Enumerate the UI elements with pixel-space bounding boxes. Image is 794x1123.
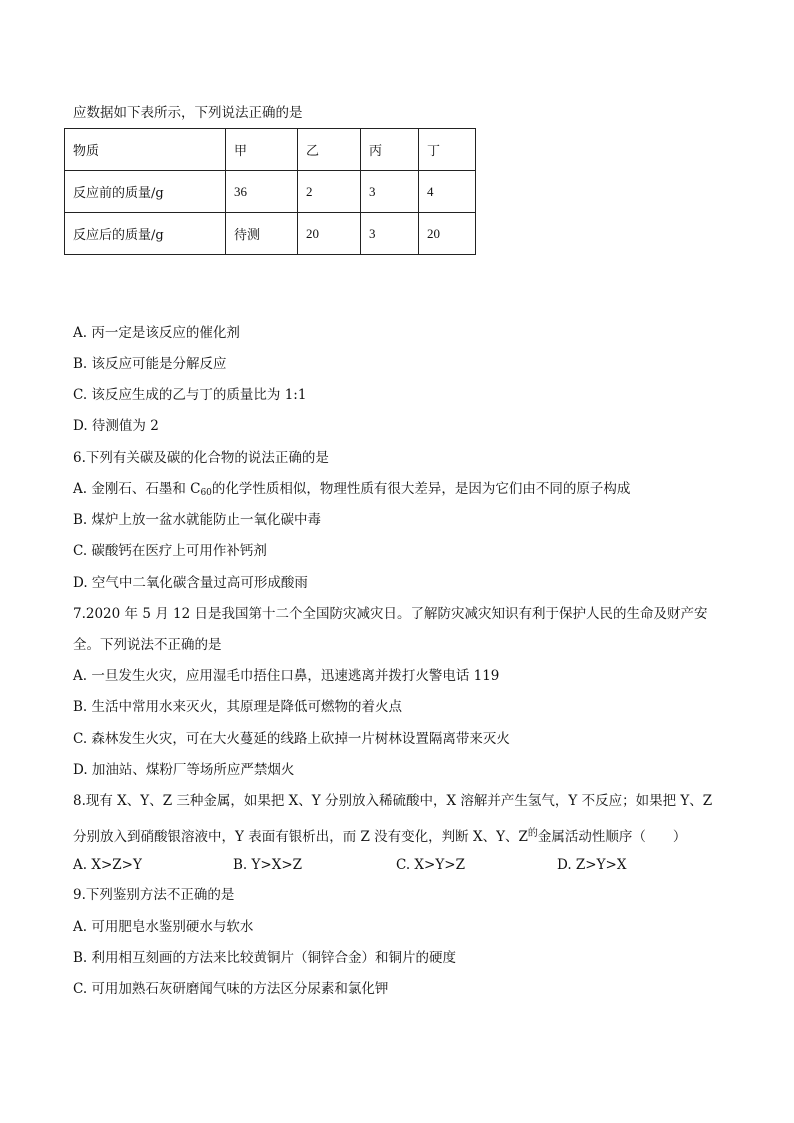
table-cell: 反应前的质量/g [65, 171, 226, 213]
q6-option-b: B. 煤炉上放一盆水就能防止一氧化碳中毒 [73, 512, 322, 528]
q7-stem-line1: 7.2020 年 5 月 12 日是我国第十二个全国防灾减灾日。了解防灾减灾知识有利于保护人民的生命及财产安 [73, 606, 708, 622]
q8-stem-line1: 8.现有 X、Y、Z 三种金属，如果把 X、Y 分别放入稀硫酸中，X 溶解并产生氢气，Y 不反应；如果把 Y、Z [73, 793, 713, 809]
q8-option-c: C. X>Y>Z [396, 857, 465, 873]
table-cell: 20 [419, 213, 476, 255]
q8-option-b: B. Y>X>Z [233, 857, 303, 873]
table-header-cell: 甲 [226, 129, 298, 171]
q8-option-d: D. Z>Y>X [557, 857, 627, 873]
table-cell: 2 [298, 171, 361, 213]
q6-option-a-subscript: 60 [200, 488, 212, 498]
q5-option-d: D. 待测值为 2 [73, 418, 159, 434]
table-cell: 4 [419, 171, 476, 213]
q8-stem-line2-post: 金属活动性顺序（ ） [537, 829, 687, 845]
table-cell: 3 [361, 171, 419, 213]
q5-option-a: A. 丙一定是该反应的催化剂 [73, 325, 240, 341]
q8-option-a: A. X>Z>Y [73, 857, 142, 873]
q7-stem-line2: 全。下列说法不正确的是 [73, 637, 222, 653]
q7-option-b: B. 生活中常用水来灭火，其原理是降低可燃物的着火点 [73, 699, 403, 715]
table-header-cell: 乙 [298, 129, 361, 171]
q8-stem-line2-pre: 分别放入到硝酸银溶液中，Y 表面有银析出，而 Z 没有变化，判断 X、Y、Z [73, 829, 528, 845]
q6-option-c: C. 碳酸钙在医疗上可用作补钙剂 [73, 543, 267, 559]
table-cell: 反应后的质量/g [65, 213, 226, 255]
q9-option-b: B. 利用相互刻画的方法来比较黄铜片（铜锌合金）和铜片的硬度 [73, 950, 457, 966]
q5-option-b: B. 该反应可能是分解反应 [73, 356, 227, 372]
table-header-cell: 丙 [361, 129, 419, 171]
q6-option-a [73, 480, 630, 502]
q7-option-d: D. 加油站、煤粉厂等场所应严禁烟火 [73, 762, 295, 778]
mass-data-table [64, 128, 476, 255]
table-row [65, 171, 476, 213]
q6-option-a-post: 的化学性质相似，物理性质有很大差异，是因为它们由不同的原子构成 [211, 481, 631, 497]
table-header-cell: 丁 [419, 129, 476, 171]
table-intro: 应数据如下表所示，下列说法正确的是 [73, 105, 303, 121]
q8-stem-line2-mark: 的 [527, 828, 538, 839]
table-cell: 36 [226, 171, 298, 213]
q5-option-c: C. 该反应生成的乙与丁的质量比为 1:1 [73, 387, 307, 403]
table-cell: 待测 [226, 213, 298, 255]
table-header-cell: 物质 [65, 129, 226, 171]
q7-option-a: A. 一旦发生火灾，应用湿毛巾捂住口鼻，迅速逃离并拨打火警电话 119 [73, 668, 500, 684]
q6-option-a-pre: A. 金刚石、石墨和 C [73, 481, 201, 497]
q6-option-d: D. 空气中二氧化碳含量过高可形成酸雨 [73, 575, 308, 591]
table-row-header [65, 129, 476, 171]
q6-stem: 6.下列有关碳及碳的化合物的说法正确的是 [73, 450, 329, 466]
table-cell: 3 [361, 213, 419, 255]
table-row [65, 213, 476, 255]
q9-stem: 9.下列鉴别方法不正确的是 [73, 887, 235, 903]
q9-option-a: A. 可用肥皂水鉴别硬水与软水 [73, 919, 254, 935]
q8-stem-line2 [73, 825, 686, 846]
q7-option-c: C. 森林发生火灾，可在大火蔓延的线路上砍掉一片树林设置隔离带来灭火 [73, 731, 510, 747]
table-cell: 20 [298, 213, 361, 255]
q9-option-c: C. 可用加熟石灰研磨闻气味的方法区分尿素和氯化钾 [73, 981, 389, 997]
